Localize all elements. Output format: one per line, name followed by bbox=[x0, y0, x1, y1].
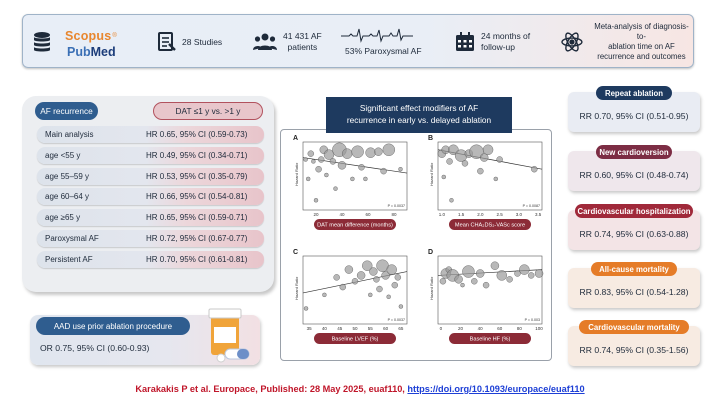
dat-header: DAT ≤1 y vs. >1 y bbox=[153, 102, 263, 120]
data-point bbox=[345, 266, 353, 274]
data-point bbox=[352, 278, 358, 284]
data-point bbox=[376, 286, 382, 292]
outcome-tag: Repeat ablation bbox=[596, 86, 672, 100]
aad-value: OR 0.75, 95% CI (0.60-0.93) bbox=[40, 343, 150, 353]
data-point bbox=[338, 161, 346, 169]
paroxysmal-stat: 53% Paroxysmal AF bbox=[345, 46, 422, 56]
calendar-icon bbox=[455, 32, 475, 52]
x-tick-label: 20 bbox=[458, 326, 464, 331]
data-point bbox=[477, 168, 483, 174]
row-value: HR 0.65, 95% CI (0.59-0.73) bbox=[146, 130, 248, 139]
x-tick-label: 2.5 bbox=[496, 212, 503, 217]
database-icon bbox=[33, 15, 51, 69]
outcome-card bbox=[568, 88, 700, 132]
panel-letter: A bbox=[293, 135, 299, 142]
x-tick-label: 2.0 bbox=[477, 212, 484, 217]
data-point bbox=[366, 148, 376, 158]
scatter-plots bbox=[281, 130, 551, 360]
x-tick-label: 3.5 bbox=[535, 212, 542, 217]
x-axis-label: Baseline LVEF (%) bbox=[331, 336, 379, 343]
document-icon bbox=[158, 32, 176, 52]
x-axis-label: DAT mean difference (months) bbox=[317, 222, 393, 229]
x-tick-label: 55 bbox=[367, 326, 373, 331]
data-point bbox=[497, 270, 507, 280]
row-label: Paroxysmal AF bbox=[45, 234, 99, 243]
x-tick-label: 60 bbox=[497, 326, 503, 331]
p-value-annotation: P = 0.003 bbox=[524, 318, 540, 322]
p-value-annotation: P = 0.0087 bbox=[522, 204, 540, 208]
data-point bbox=[461, 283, 465, 287]
data-point bbox=[318, 156, 324, 162]
people-icon bbox=[253, 33, 277, 51]
row-value: HR 0.65, 95% CI (0.59-0.71) bbox=[146, 213, 248, 223]
p-value-annotation: P = 0.0037 bbox=[387, 204, 405, 208]
data-point bbox=[311, 159, 315, 163]
pill-bottle-icon bbox=[205, 305, 255, 370]
y-axis-label: Hazard Ratio bbox=[294, 276, 299, 300]
data-point bbox=[399, 305, 403, 309]
data-point bbox=[471, 278, 477, 284]
atom-icon bbox=[560, 30, 584, 54]
p-value-annotation: P = 0.0037 bbox=[387, 318, 405, 322]
y-axis-label: Hazard Ratio bbox=[294, 162, 299, 186]
data-point bbox=[535, 269, 543, 277]
x-axis-label: Mean CHA₂DS₂-VASc score bbox=[454, 222, 526, 229]
data-point bbox=[308, 151, 314, 157]
data-point bbox=[369, 268, 377, 276]
pubmed-logo: PubMed bbox=[67, 45, 116, 59]
row-label: age ≥65 y bbox=[45, 213, 81, 223]
data-point bbox=[330, 158, 336, 164]
outcome-tag: New cardioversion bbox=[596, 145, 672, 159]
y-axis-label: Hazard Ratio bbox=[429, 276, 434, 300]
x-tick-label: 45 bbox=[337, 326, 343, 331]
outcome-card bbox=[568, 147, 700, 191]
citation: Karakakis P et al. Europace, Published: 28 May 2025, euaf110, https://doi.org/10.1093/europace/euaf110 bbox=[135, 384, 585, 394]
data-point bbox=[359, 164, 365, 170]
outcome-tag: All-cause mortality bbox=[591, 262, 677, 276]
data-point bbox=[322, 293, 326, 297]
data-point bbox=[447, 158, 453, 164]
data-point bbox=[383, 144, 395, 156]
panel-letter: B bbox=[428, 135, 434, 142]
panel-letter: D bbox=[428, 249, 434, 256]
data-point bbox=[462, 266, 474, 278]
table-row bbox=[37, 209, 264, 226]
x-tick-label: 40 bbox=[339, 212, 345, 217]
data-point bbox=[381, 168, 387, 174]
data-point bbox=[449, 198, 453, 202]
data-point bbox=[340, 284, 346, 290]
y-axis-label: Hazard Ratio bbox=[429, 162, 434, 186]
effect-modifiers-panel bbox=[280, 129, 552, 361]
data-point bbox=[462, 160, 468, 166]
data-point bbox=[352, 146, 364, 158]
x-tick-label: 35 bbox=[306, 326, 312, 331]
studies-stat: 28 Studies bbox=[158, 15, 222, 69]
data-point bbox=[442, 175, 446, 179]
aad-title: AAD use prior ablation procedure bbox=[36, 317, 190, 335]
x-tick-label: 60 bbox=[365, 212, 371, 217]
outcome-value: RR 0.83, 95% CI (0.54-1.28) bbox=[579, 287, 689, 297]
panel-letter: C bbox=[293, 249, 299, 256]
outcome-tag: Cardiovascular hospitalization bbox=[575, 204, 693, 218]
data-point bbox=[306, 177, 310, 181]
x-tick-label: 3.0 bbox=[515, 212, 523, 217]
summary-banner bbox=[22, 14, 694, 68]
data-point bbox=[483, 282, 489, 288]
x-tick-label: 80 bbox=[391, 212, 397, 217]
followup-stat: 24 months of follow-up bbox=[455, 15, 530, 69]
data-point bbox=[494, 177, 498, 181]
data-point bbox=[324, 173, 328, 177]
patients-stat: 41 431 AF patients bbox=[253, 15, 322, 69]
data-point bbox=[399, 167, 403, 171]
row-value: HR 0.49, 95% CI (0.34-0.71) bbox=[146, 150, 248, 160]
data-point bbox=[373, 276, 379, 282]
x-tick-label: 100 bbox=[535, 326, 543, 331]
data-point bbox=[519, 265, 529, 275]
data-point bbox=[476, 269, 484, 277]
x-axis-label: Baseline HF (%) bbox=[469, 336, 511, 343]
data-point bbox=[350, 177, 354, 181]
data-point bbox=[387, 295, 391, 299]
x-tick-label: 1.0 bbox=[438, 212, 445, 217]
data-point bbox=[357, 271, 365, 279]
data-point bbox=[392, 282, 398, 288]
data-point bbox=[455, 275, 463, 283]
table-row bbox=[37, 126, 264, 143]
x-tick-label: 20 bbox=[313, 212, 319, 217]
table-row bbox=[37, 230, 264, 247]
meta-analysis-stat: Meta-analysis of diagnosis-to- ablation time on AF recurrence and outcomes bbox=[560, 15, 693, 69]
data-point bbox=[316, 166, 322, 172]
data-point bbox=[491, 262, 499, 270]
data-point bbox=[304, 306, 308, 310]
row-label: Main analysis bbox=[45, 130, 94, 139]
table-row bbox=[37, 147, 264, 164]
outcome-value: RR 0.74, 95% CI (0.35-1.56) bbox=[579, 345, 689, 355]
row-value: HR 0.53, 95% CI (0.35-0.79) bbox=[146, 171, 248, 181]
data-point bbox=[531, 166, 537, 172]
effect-modifiers-title: Significant effect modifiers of AF recurrence in early vs. delayed ablation bbox=[326, 97, 512, 133]
x-tick-label: 80 bbox=[516, 326, 522, 331]
data-point bbox=[497, 156, 503, 162]
outcome-tag: Cardiovascular mortality bbox=[579, 320, 689, 334]
x-tick-label: 0 bbox=[439, 326, 443, 331]
data-point bbox=[334, 187, 338, 191]
data-point bbox=[440, 278, 446, 284]
data-point bbox=[314, 198, 318, 202]
row-label: Persistent AF bbox=[45, 254, 93, 264]
row-label: age 60–64 y bbox=[45, 192, 90, 202]
row-label: age <55 y bbox=[45, 150, 81, 160]
data-point bbox=[304, 157, 308, 161]
table-row bbox=[37, 168, 264, 185]
table-row bbox=[37, 251, 264, 268]
data-point bbox=[395, 274, 401, 280]
af-recurrence-header: AF recurrence bbox=[35, 102, 98, 120]
x-tick-label: 1.5 bbox=[457, 212, 465, 217]
data-point bbox=[374, 148, 382, 156]
doi-link[interactable]: https://doi.org/10.1093/europace/euaf110 bbox=[407, 384, 585, 394]
outcome-value: RR 0.74, 95% CI (0.63-0.88) bbox=[579, 229, 689, 239]
row-value: HR 0.72, 95% CI (0.67-0.77) bbox=[146, 234, 248, 243]
row-value: HR 0.70, 95% CI (0.61-0.81) bbox=[146, 254, 248, 264]
data-point bbox=[342, 149, 352, 159]
data-point bbox=[528, 272, 534, 278]
outcome-card bbox=[568, 264, 700, 308]
outcome-value: RR 0.60, 95% CI (0.48-0.74) bbox=[579, 170, 689, 180]
x-tick-label: 40 bbox=[321, 326, 327, 331]
outcome-card bbox=[568, 322, 700, 366]
data-point bbox=[363, 177, 367, 181]
row-label: age 55–59 y bbox=[45, 171, 90, 181]
data-point bbox=[507, 276, 513, 282]
x-tick-label: 60 bbox=[383, 326, 389, 331]
x-tick-label: 40 bbox=[477, 326, 483, 331]
x-tick-label: 65 bbox=[398, 326, 404, 331]
data-point bbox=[387, 265, 397, 275]
outcome-value: RR 0.70, 95% CI (0.51-0.95) bbox=[579, 111, 689, 121]
data-point bbox=[368, 293, 372, 297]
data-point bbox=[334, 274, 340, 280]
table-row bbox=[37, 188, 264, 205]
scopus-logo: Scopus ® bbox=[65, 29, 117, 43]
row-value: HR 0.66, 95% CI (0.54-0.81) bbox=[146, 192, 248, 202]
x-tick-label: 50 bbox=[352, 326, 358, 331]
data-point bbox=[483, 145, 493, 155]
outcome-card bbox=[568, 206, 700, 250]
